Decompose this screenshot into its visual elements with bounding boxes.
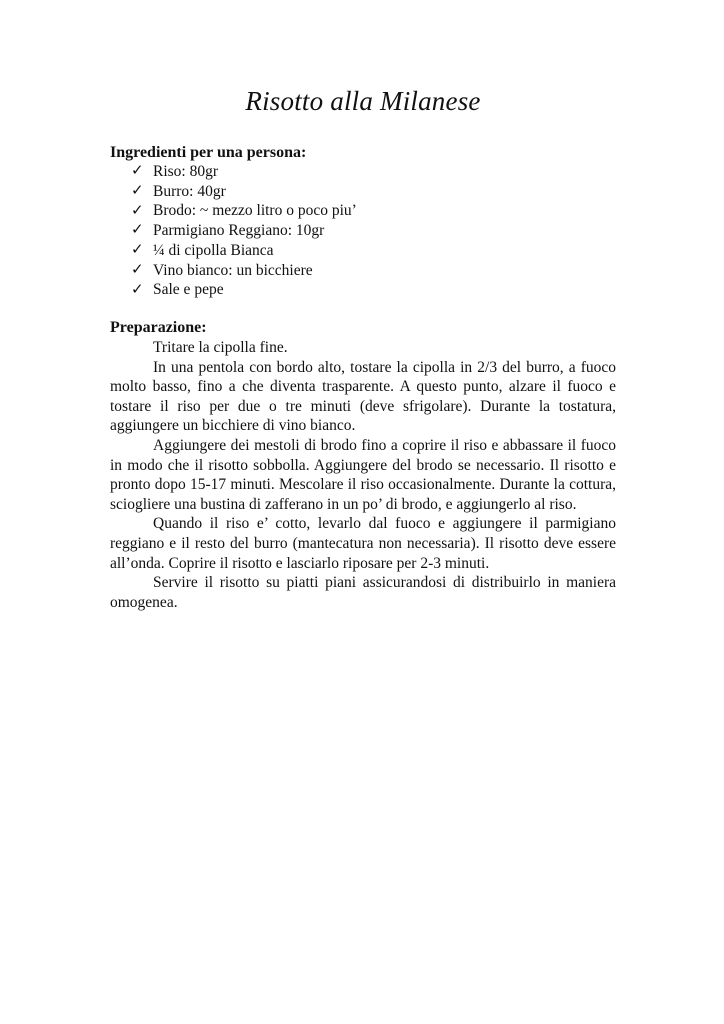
ingredient-label: Vino bianco: un bicchiere: [153, 261, 313, 279]
ingredients-heading: Ingredienti per una persona:: [110, 144, 307, 161]
ingredient-label: Burro: 40gr: [153, 182, 226, 200]
check-icon: ✓: [131, 202, 144, 219]
check-icon: ✓: [131, 222, 144, 239]
preparation-body: [110, 338, 616, 612]
preparation-paragraph: Servire il risotto su piatti piani assicurandosi di distribuirlo in maniera omogenea.: [110, 574, 616, 611]
ingredient-item: [131, 201, 357, 221]
check-icon: ✓: [131, 261, 144, 278]
ingredient-item: [131, 182, 357, 202]
check-icon: ✓: [131, 183, 144, 200]
ingredient-item: [131, 261, 357, 281]
check-icon: ✓: [131, 242, 144, 259]
preparation-paragraph: Tritare la cipolla fine.: [153, 339, 288, 356]
ingredient-label: Sale e pepe: [153, 281, 224, 299]
ingredient-label: Riso: 80gr: [153, 163, 219, 180]
recipe-title: Risotto alla Milanese: [245, 86, 481, 116]
preparation-paragraph: Aggiungere dei mestoli di brodo fino a coprire il riso e abbassare il fuoco in modo che il risotto sobbolla. Aggiungere del brodo se necessario. Il risotto e pronto dopo 15-17 minuti. Mescolare il riso occasionalmente. Durante la cottura, sciogliere una bustina di zafferano in un po’ di brodo, e aggiungerlo al riso.: [110, 436, 616, 513]
ingredient-label: Brodo: ~ mezzo litro o poco piu’: [153, 202, 357, 220]
ingredient-item: [131, 162, 357, 182]
preparation-heading: Preparazione:: [110, 319, 207, 336]
ingredient-label: ¼ di cipolla Bianca: [153, 241, 274, 259]
ingredient-item: [131, 221, 357, 241]
ingredient-item: [131, 280, 357, 300]
preparation-paragraph: In una pentola con bordo alto, tostare la cipolla in 2/3 del burro, a fuoco molto basso, fino a che diventa trasparente. A questo punto, alzare il fuoco e tostare il riso per due o tre minuti (deve sfrigolare). Durante la tostatura, aggiungere un bicchiere di vino bianco.: [110, 358, 616, 435]
check-icon: ✓: [131, 163, 144, 180]
ingredient-label: Parmigiano Reggiano: 10gr: [153, 222, 325, 240]
ingredient-item: [131, 241, 357, 261]
preparation-paragraph: Quando il riso e’ cotto, levarlo dal fuoco e aggiungere il parmigiano reggiano e il resto del burro (mantecatura non necessaria). Il risotto deve essere all’onda. Coprire il risotto e lasciarlo riposare per 2-3 minuti.: [110, 515, 616, 572]
check-icon: ✓: [131, 281, 144, 298]
ingredients-list: [131, 162, 357, 300]
